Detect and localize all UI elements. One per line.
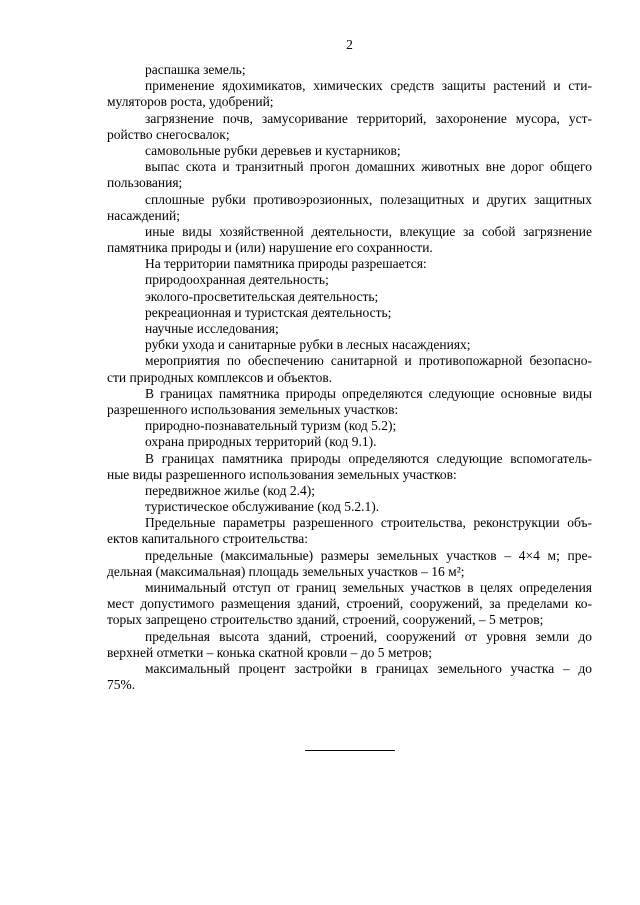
text-line: минимальный отступ от границ земельных участков в целях определения (145, 580, 592, 595)
paragraph (107, 224, 592, 256)
text-line: иные виды хозяйственной деятельности, влекущие за собой загрязнение (145, 223, 592, 239)
text-line: природоохранная деятельность; (145, 272, 329, 288)
text-line: 75%. (107, 677, 136, 693)
text-line: рубки ухода и санитарные рубки в лесных насаждениях; (145, 337, 471, 353)
text-line: охрана природных территорий (код 9.1). (145, 434, 377, 450)
text-line: В границах памятника природы определяются следующие основные виды (145, 385, 592, 401)
paragraph (107, 78, 592, 110)
end-separator-line (305, 750, 395, 751)
text-line: предельная высота зданий, строений, сооружений от уровня земли до (145, 628, 592, 644)
paragraph (107, 192, 592, 224)
text-line: торых запрещено строительство зданий, строений, сооружений, – 5 метров; (107, 612, 544, 628)
page-number: 2 (346, 37, 353, 52)
paragraph (107, 62, 592, 78)
paragraph (107, 256, 592, 272)
text-line: В границах памятника природы определяются следующие вспомогатель- (145, 450, 592, 466)
text-line: ные виды разрешенного использования земельных участков: (107, 466, 457, 482)
document-body (107, 62, 592, 693)
text-line: рекреационная и туристская деятельность; (145, 304, 392, 320)
paragraph (107, 418, 592, 434)
text-line: мест допустимого размещения зданий, строений, сооружений, за пределами ко- (107, 596, 592, 612)
paragraph (107, 353, 592, 385)
text-line: верхней отметки – конька скатной кровли – до 5 метров; (107, 644, 433, 660)
text-line: насаждений; (107, 207, 180, 223)
text-line: самовольные рубки деревьев и кустарников; (145, 142, 401, 158)
paragraph (107, 305, 592, 321)
text-line: ройство снегосвалок; (107, 126, 230, 142)
text-line: загрязнение почв, замусоривание территорий, захоронение мусора, уст- (145, 110, 592, 126)
paragraph (107, 321, 592, 337)
paragraph (107, 386, 592, 418)
text-line: туристическое обслуживание (код 5.2.1). (145, 499, 380, 515)
paragraph (107, 629, 592, 661)
paragraph (107, 661, 592, 693)
text-line: пользования; (107, 175, 183, 191)
paragraph (107, 111, 592, 143)
text-line: ектов капитального строительства: (107, 531, 308, 547)
text-line: памятника природы и (или) нарушение его сохранности. (107, 240, 433, 256)
paragraph (107, 159, 592, 191)
paragraph (107, 580, 592, 629)
text-line: распашка земель; (145, 62, 246, 77)
text-line: предельные (максимальные) размеры земельных участков – 4×4 м; пре- (145, 547, 592, 563)
text-line: разрешенного использования земельных участков: (107, 401, 399, 417)
paragraph (107, 515, 592, 547)
paragraph (107, 434, 592, 450)
text-line: выпас скота и транзитный прогон домашних животных вне дорог общего (145, 159, 592, 175)
paragraph (107, 548, 592, 580)
text-line: природно-познавательный туризм (код 5.2); (145, 418, 397, 434)
text-line: муляторов роста, удобрений; (107, 94, 274, 110)
text-line: сти природных комплексов и объектов. (107, 369, 333, 385)
text-line: научные исследования; (145, 321, 279, 336)
text-line: дельная (максимальная) площадь земельных участков – 16 м²; (107, 563, 465, 579)
text-line: передвижное жилье (код 2.4); (145, 482, 315, 498)
paragraph (107, 451, 592, 483)
text-line: На территории памятника природы разрешается: (145, 256, 427, 272)
paragraph (107, 337, 592, 353)
paragraph (107, 499, 592, 515)
text-line: эколого-просветительская деятельность; (145, 288, 379, 304)
text-line: максимальный процент застройки в границах земельного участка – до (145, 660, 592, 676)
paragraph (107, 272, 592, 288)
paragraph (107, 143, 592, 159)
paragraph (107, 289, 592, 305)
text-line: применение ядохимикатов, химических средств защиты растений и сти- (145, 78, 592, 94)
text-line: сплошные рубки противоэрозионных, полезащитных и других защитных (145, 191, 592, 207)
paragraph (107, 483, 592, 499)
text-line: Предельные параметры разрешенного строительства, реконструкции объ- (145, 515, 592, 531)
text-line: мероприятия по обеспечению санитарной и противопожарной безопасно- (145, 353, 592, 369)
